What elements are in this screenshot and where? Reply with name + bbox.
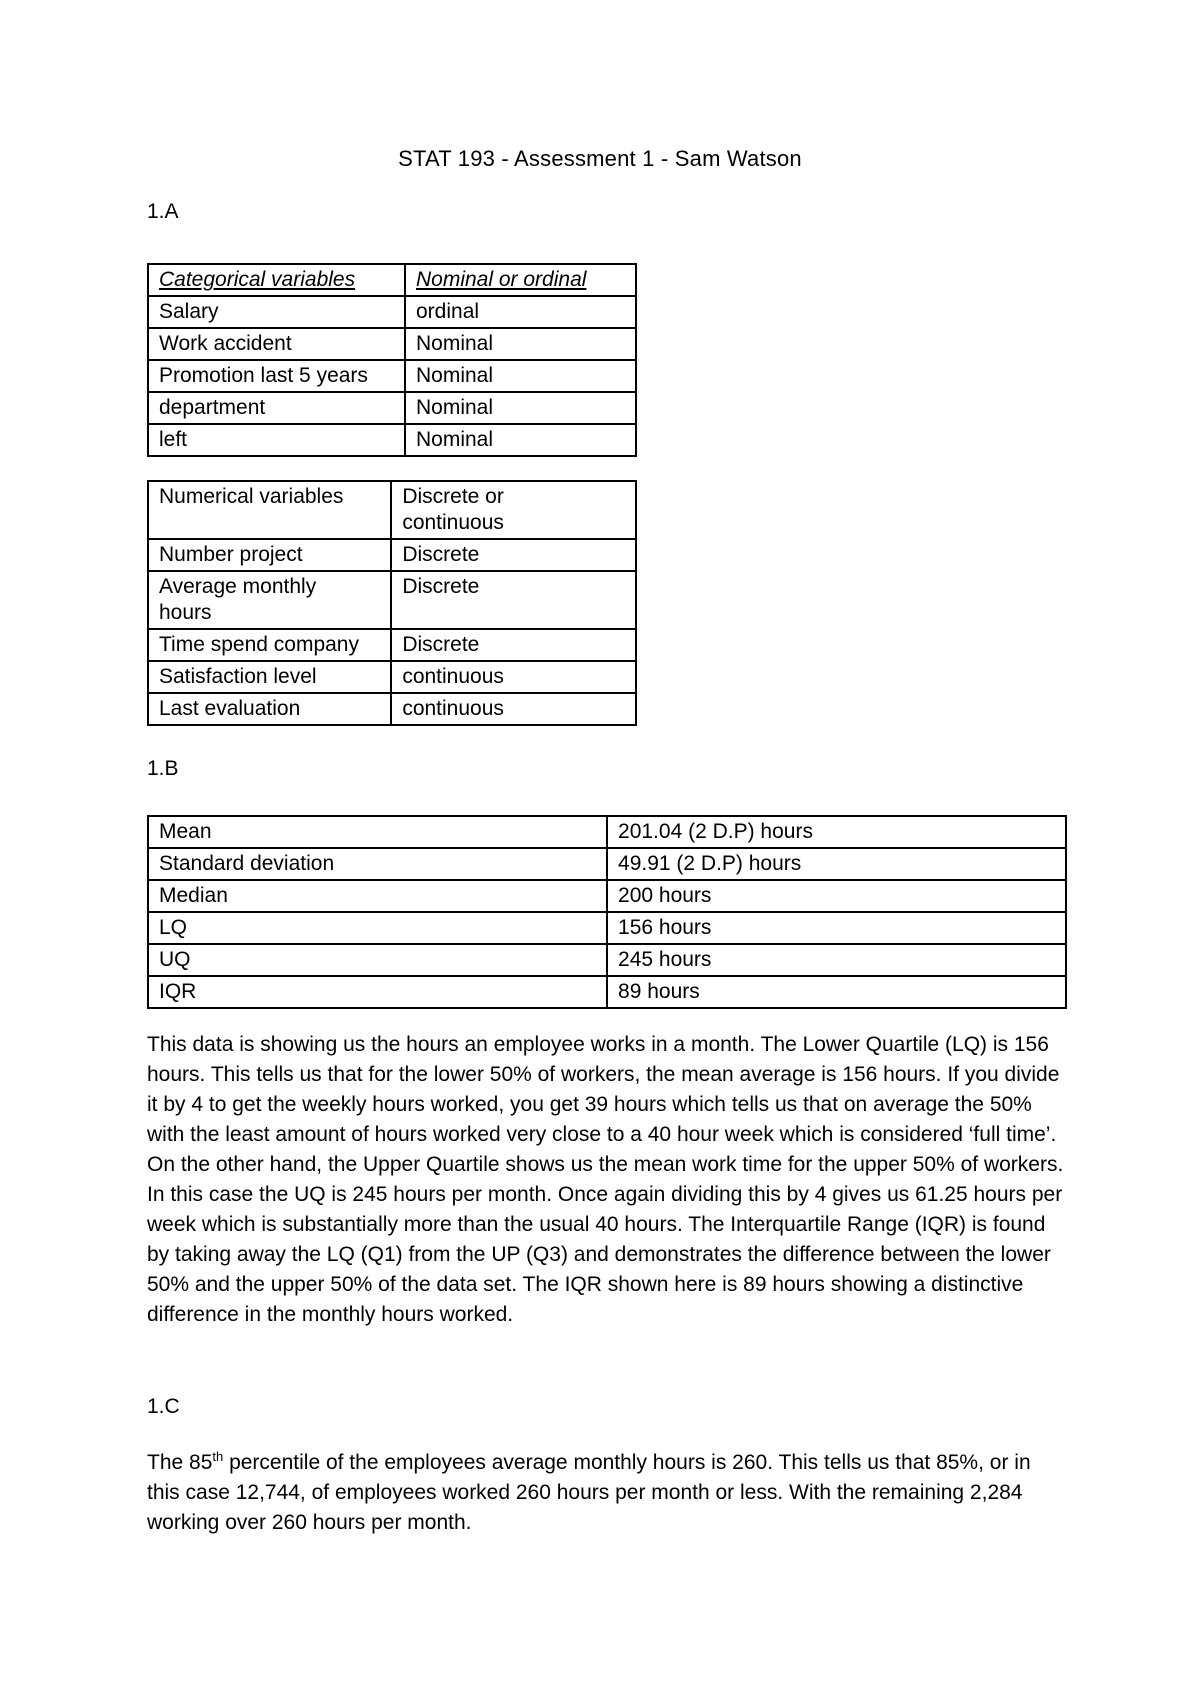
table-cell: 201.04 (2 D.P) hours — [607, 816, 1066, 848]
cell-text: Average monthly hours — [159, 575, 317, 624]
table-header-row — [148, 264, 636, 296]
table-cell: Nominal — [405, 392, 636, 424]
table-row — [148, 912, 1066, 944]
table-cell: IQR — [148, 976, 607, 1008]
heading-1b: 1.B — [147, 757, 179, 780]
table-cell — [148, 571, 391, 629]
header-text: Discrete or continuous — [402, 485, 504, 534]
table-cell: Discrete — [391, 571, 636, 629]
table-cell: LQ — [148, 912, 607, 944]
table-row — [148, 880, 1066, 912]
table-cell: continuous — [391, 661, 636, 693]
document-title: STAT 193 - Assessment 1 - Sam Watson — [398, 146, 802, 171]
table-row — [148, 392, 636, 424]
statistics-table — [147, 815, 1067, 1009]
table-header-cell: Numerical variables — [148, 481, 391, 539]
heading-1c: 1.C — [147, 1395, 180, 1418]
percentile-paragraph — [147, 1448, 1067, 1538]
table-header-row — [148, 481, 636, 539]
table-row — [148, 848, 1066, 880]
table-row — [148, 539, 636, 571]
table-row — [148, 424, 636, 456]
table-row — [148, 816, 1066, 848]
table-cell: Standard deviation — [148, 848, 607, 880]
table-row — [148, 571, 636, 629]
table-row — [148, 328, 636, 360]
numerical-variables-table — [147, 480, 637, 726]
table-cell: Nominal — [405, 424, 636, 456]
table-cell: 156 hours — [607, 912, 1066, 944]
table-cell: Promotion last 5 years — [148, 360, 405, 392]
table-cell: ordinal — [405, 296, 636, 328]
table-row — [148, 944, 1066, 976]
table-cell: department — [148, 392, 405, 424]
table-row — [148, 661, 636, 693]
table-header-cell — [391, 481, 636, 539]
table-cell: Discrete — [391, 629, 636, 661]
table-cell: Nominal — [405, 360, 636, 392]
table-cell: Number project — [148, 539, 391, 571]
table-cell: Work accident — [148, 328, 405, 360]
heading-1a: 1.A — [147, 200, 179, 223]
table-cell: 245 hours — [607, 944, 1066, 976]
table-row — [148, 629, 636, 661]
table-row — [148, 976, 1066, 1008]
table-cell: continuous — [391, 693, 636, 725]
table-header-cell: Categorical variables — [148, 264, 405, 296]
table-cell: Salary — [148, 296, 405, 328]
table-cell: Discrete — [391, 539, 636, 571]
table-cell: Satisfaction level — [148, 661, 391, 693]
superscript-ordinal: th — [212, 1449, 224, 1464]
paragraph-text: percentile of the employees average monthly hours is 260. This tells us that 85%, or in this case 12,744, of employees worked 260 hours per month or less. With the remaining 2,284 working over 260 hours per month. — [147, 1451, 1031, 1534]
table-row — [148, 296, 636, 328]
table-cell: Mean — [148, 816, 607, 848]
table-row — [148, 693, 636, 725]
table-header-cell: Nominal or ordinal — [405, 264, 636, 296]
table-cell: 49.91 (2 D.P) hours — [607, 848, 1066, 880]
table-cell: Median — [148, 880, 607, 912]
categorical-variables-table — [147, 263, 637, 457]
table-cell: Time spend company — [148, 629, 391, 661]
table-cell: 200 hours — [607, 880, 1066, 912]
table-cell: Last evaluation — [148, 693, 391, 725]
paragraph-text: The 85 — [147, 1451, 213, 1474]
table-cell: UQ — [148, 944, 607, 976]
table-row — [148, 360, 636, 392]
table-cell: Nominal — [405, 328, 636, 360]
table-cell: left — [148, 424, 405, 456]
table-cell: 89 hours — [607, 976, 1066, 1008]
quartile-explanation-paragraph: This data is showing us the hours an employee works in a month. The Lower Quartile (LQ) is 156 hours. This tells us that for the lower 50% of workers, the mean average is 156 hours. If you divide it by 4 to get the weekly hours worked, you get 39 hours which tells us that on average the 50% with the least amount of hours worked very close to a 40 hour week which is considered ‘full time’. On the other hand, the Upper Quartile shows us the mean work time for the upper 50% of workers. In this case the UQ is 245 hours per month. Once again dividing this by 4 gives us 61.25 hours per week which is substantially more than the usual 40 hours. The Interquartile Range (IQR) is found by taking away the LQ (Q1) from the UP (Q3) and demonstrates the difference between the lower 50% and the upper 50% of the data set. The IQR shown here is 89 hours showing a distinctive difference in the monthly hours worked. — [147, 1033, 1064, 1326]
